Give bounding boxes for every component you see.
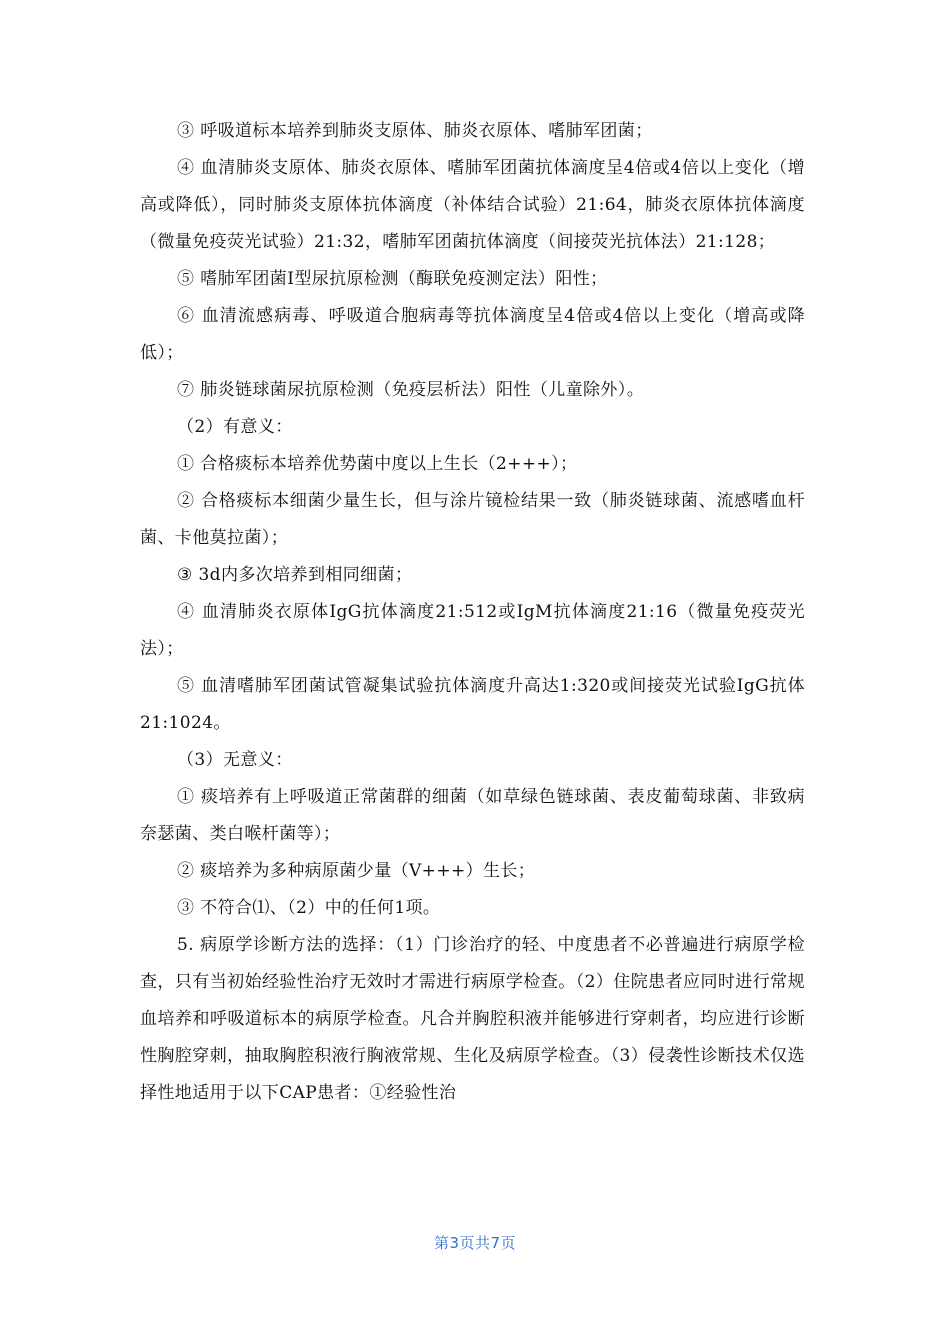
paragraph-significant-3: ③ 3d内多次培养到相同细菌； [177, 565, 413, 585]
paragraph-item-5: ⑤ 嗜肺军团菌I型尿抗原检测（酶联免疫测定法）阳性； [177, 269, 608, 289]
paragraph-item-4: ④ 血清肺炎支原体、肺炎衣原体、嗜肺军团菌抗体滴度呈4倍或4倍以上变化（增高或降低），同时肺炎支原体抗体滴度（补体结合试验）21:64，肺炎衣原体抗体滴度（微量免疫荧光试验）21:32，嗜肺军团菌抗体滴度（间接荧光抗体法）21:128； [140, 158, 805, 252]
paragraph-insignificant-1: ① 痰培养有上呼吸道正常菌群的细菌（如草绿色链球菌、表皮葡萄球菌、非致病奈瑟菌、类白喉杆菌等）； [140, 787, 805, 844]
paragraph-insignificant-3: ③ 不符合⑴、（2）中的任何1项。 [177, 898, 441, 918]
paragraph-significant-4: ④ 血清肺炎衣原体IgG抗体滴度21:512或IgM抗体滴度21:16（微量免疫荧光法）； [140, 602, 805, 659]
section-heading-significant: （2）有意义： [177, 417, 293, 437]
paragraph-significant-5: ⑤ 血清嗜肺军团菌试管凝集试验抗体滴度升高达1:320或间接荧光试验IgG抗体21:1024。 [140, 676, 805, 733]
paragraph-item-3: ③ 呼吸道标本培养到肺炎支原体、肺炎衣原体、嗜肺军团菌； [177, 121, 653, 141]
page-number-footer: 第3页共7页 [433, 1234, 517, 1252]
section-heading-insignificant: （3）无意义： [177, 750, 293, 770]
paragraph-significant-2: ② 合格痰标本细菌少量生长，但与涂片镜检结果一致（肺炎链球菌、流感嗜血杆菌、卡他莫拉菌）； [140, 491, 805, 548]
paragraph-item-6: ⑥ 血清流感病毒、呼吸道合胞病毒等抗体滴度呈4倍或4倍以上变化（增高或降低）； [140, 306, 805, 363]
paragraph-insignificant-2: ② 痰培养为多种病原菌少量（V+++）生长； [177, 861, 536, 881]
paragraph-diagnosis-method: 5. 病原学诊断方法的选择：（1）门诊治疗的轻、中度患者不必普遍进行病原学检查，只有当初始经验性治疗无效时才需进行病原学检查。（2）住院患者应同时进行常规血培养和呼吸道标本的病原学检查。凡合并胸腔积液并能够进行穿刺者，均应进行诊断性胸腔穿刺，抽取胸腔积液行胸液常规、生化及病原学检查。（3）侵袭性诊断技术仅选择性地适用于以下CAP患者：①经验性治 [140, 935, 805, 1103]
document-body [140, 113, 805, 1112]
paragraph-significant-1: ① 合格痰标本培养优势菌中度以上生长（2+++）； [177, 454, 578, 474]
paragraph-item-7: ⑦ 肺炎链球菌尿抗原检测（免疫层析法）阳性（儿童除外）。 [177, 380, 645, 400]
